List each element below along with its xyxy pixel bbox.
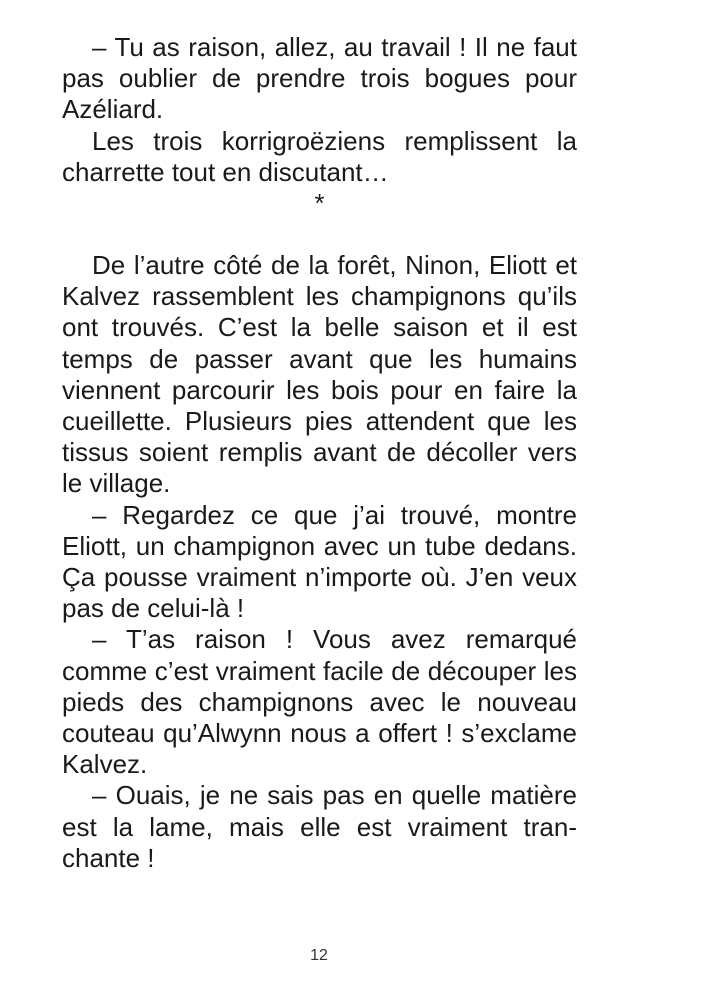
page-number: 12 <box>310 947 328 964</box>
paragraph-dialogue-2: – Regardez ce que j’ai trouvé, montre Eliott, un champignon avec un tube dedans. Ça pousse vraiment n’importe où. J’en veux pas de celui-là ! <box>62 499 577 624</box>
paragraph-narration-2: De l’autre côté de la forêt, Ninon, Eliott et Kalvez rassemblent les champignons qu’ils ont trouvés. C’est la belle saison et il est temps de passer avant que les humains viennent parcourir les bois pour en faire la cueillette. Plusieurs pies attendent que les tissus soient remplis avant de décoller vers le village. <box>62 250 577 499</box>
paragraph-dialogue-4: – Ouais, je ne sais pas en quelle matière est la lame, mais elle est vraiment tranchante ! <box>62 780 577 873</box>
scene-break-asterisk: * <box>314 188 325 219</box>
paragraph-narration-1: Les trois korrigroëziens remplissent la charrette tout en discutant… <box>62 125 577 187</box>
paragraph-dialogue-3: – T’as raison ! Vous avez remarqué comme c’est vraiment facile de découper les pieds des champignons avec le nouveau couteau qu’Alwynn nous a offert ! s’exclame Kalvez. <box>62 624 577 780</box>
paragraph-dialogue-1: – Tu as raison, allez, au travail ! Il ne faut pas oublier de prendre trois bogues pour Azéliard. <box>62 32 577 125</box>
page-body <box>62 32 577 874</box>
